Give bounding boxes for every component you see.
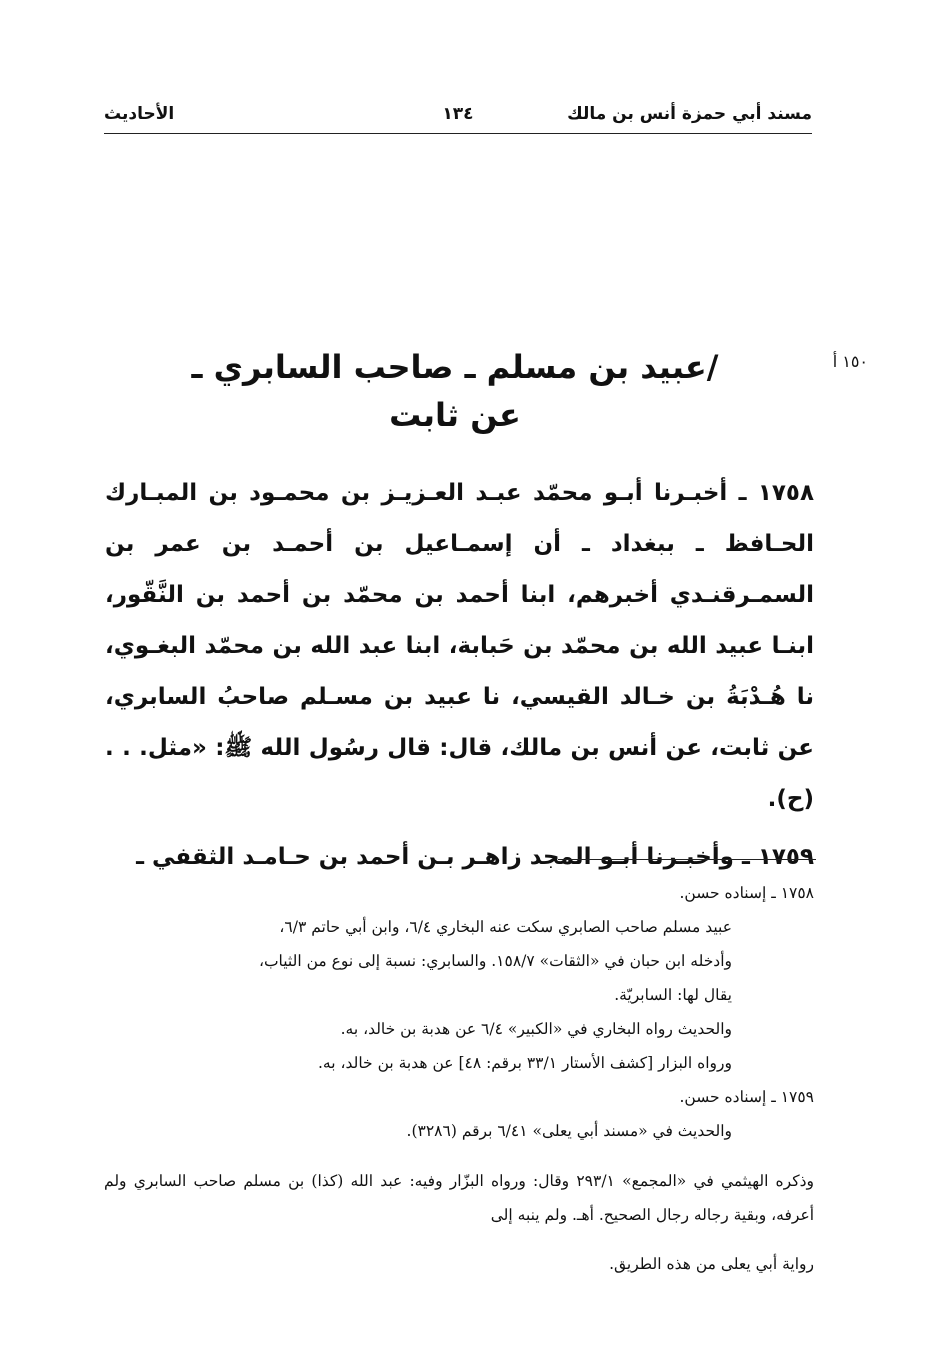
footnote-1758-line: يقال لها: السابريّة. bbox=[614, 986, 732, 1004]
footnote-divider bbox=[558, 859, 816, 860]
footnote-1758-head: ١٧٥٨ ـ إسناده حسن. bbox=[679, 884, 814, 902]
hadith-1759: ١٧٥٩ ـ وأخبـرنا أبـو المجد زاهـر بـن أحمد بن حـامـد الثقفي ـ bbox=[136, 844, 814, 870]
header-divider bbox=[104, 133, 812, 134]
footnote-1758-line: عبيد مسلم صاحب الصابري سكت عنه البخاري ٦/٤، وابن أبي حاتم ٦/٣، bbox=[279, 918, 732, 936]
hadith-body bbox=[105, 468, 814, 883]
footnote-1758-line: ورواه البزار [كشف الأستار ٣٣/١ برقم: ٤٨] عن هدبة بن خالد، به. bbox=[318, 1054, 732, 1072]
footnote-1759-line: رواية أبي يعلى من هذه الطريق. bbox=[609, 1255, 814, 1273]
header-page-number: ١٣٤ bbox=[442, 104, 474, 124]
footnotes bbox=[104, 876, 814, 1281]
running-header bbox=[104, 100, 812, 130]
chapter-title-line-2: عن ثابت bbox=[389, 396, 521, 434]
chapter-title-line-1: /عبيد بن مسلم ـ صاحب السابري ـ bbox=[191, 348, 719, 386]
hadith-1758: ١٧٥٨ ـ أخبـرنا أبـو محمّد عبـد العـزيـز بن محمـود بن المبـارك الحـافظ ـ ببغداد ـ أن إسمـاعيل بن أحمـد بن عمر بن السمـرقنـدي أخبرهم، ابنا أحمد بن محمّد بن أحمد بن النَّقّور، ابنـا عبيد الله بن محمّد بن حَبابة، ابنا عبد الله بن محمّد البغـوي، نا هُـدْبَةُ بن خـالد القيسي، نا عبيد بن مسـلم صاحبُ السابري، عن ثابت، عن أنس بن مالك، قال: قال رسُول الله ﷺ: «مثل. . . (ح). bbox=[105, 480, 814, 812]
footnote-1758-line: والحديث رواه البخاري في «الكبير» ٦/٤ عن هدبة بن خالد، به. bbox=[340, 1020, 732, 1038]
header-book-title: مسند أبي حمزة أنس بن مالك bbox=[567, 104, 812, 124]
footnote-1758-line: وأدخله ابن حبان في «الثقات» ١٥٨/٧. والسابري: نسبة إلى نوع من الثياب، bbox=[258, 952, 732, 970]
footnote-1759-head: ١٧٥٩ ـ إسناده حسن. bbox=[679, 1088, 814, 1106]
header-section-title: الأحاديث bbox=[104, 104, 175, 124]
footnote-1759-line: وذكره الهيثمي في «المجمع» ٢٩٣/١ وقال: ورواه البزّار وفيه: عبد الله (كذا) بن مسلم صاحب السابري ولم أعرفه، وبقية رجاله رجال الصحيح. أهـ. ولم ينبه إلى bbox=[104, 1171, 815, 1224]
footnote-1759-line: والحديث في «مسند أبي يعلى» ٦/٤١ برقم (٣٢٨٦). bbox=[406, 1122, 732, 1140]
manuscript-folio-ref: ١٥٠ أ bbox=[832, 352, 868, 371]
